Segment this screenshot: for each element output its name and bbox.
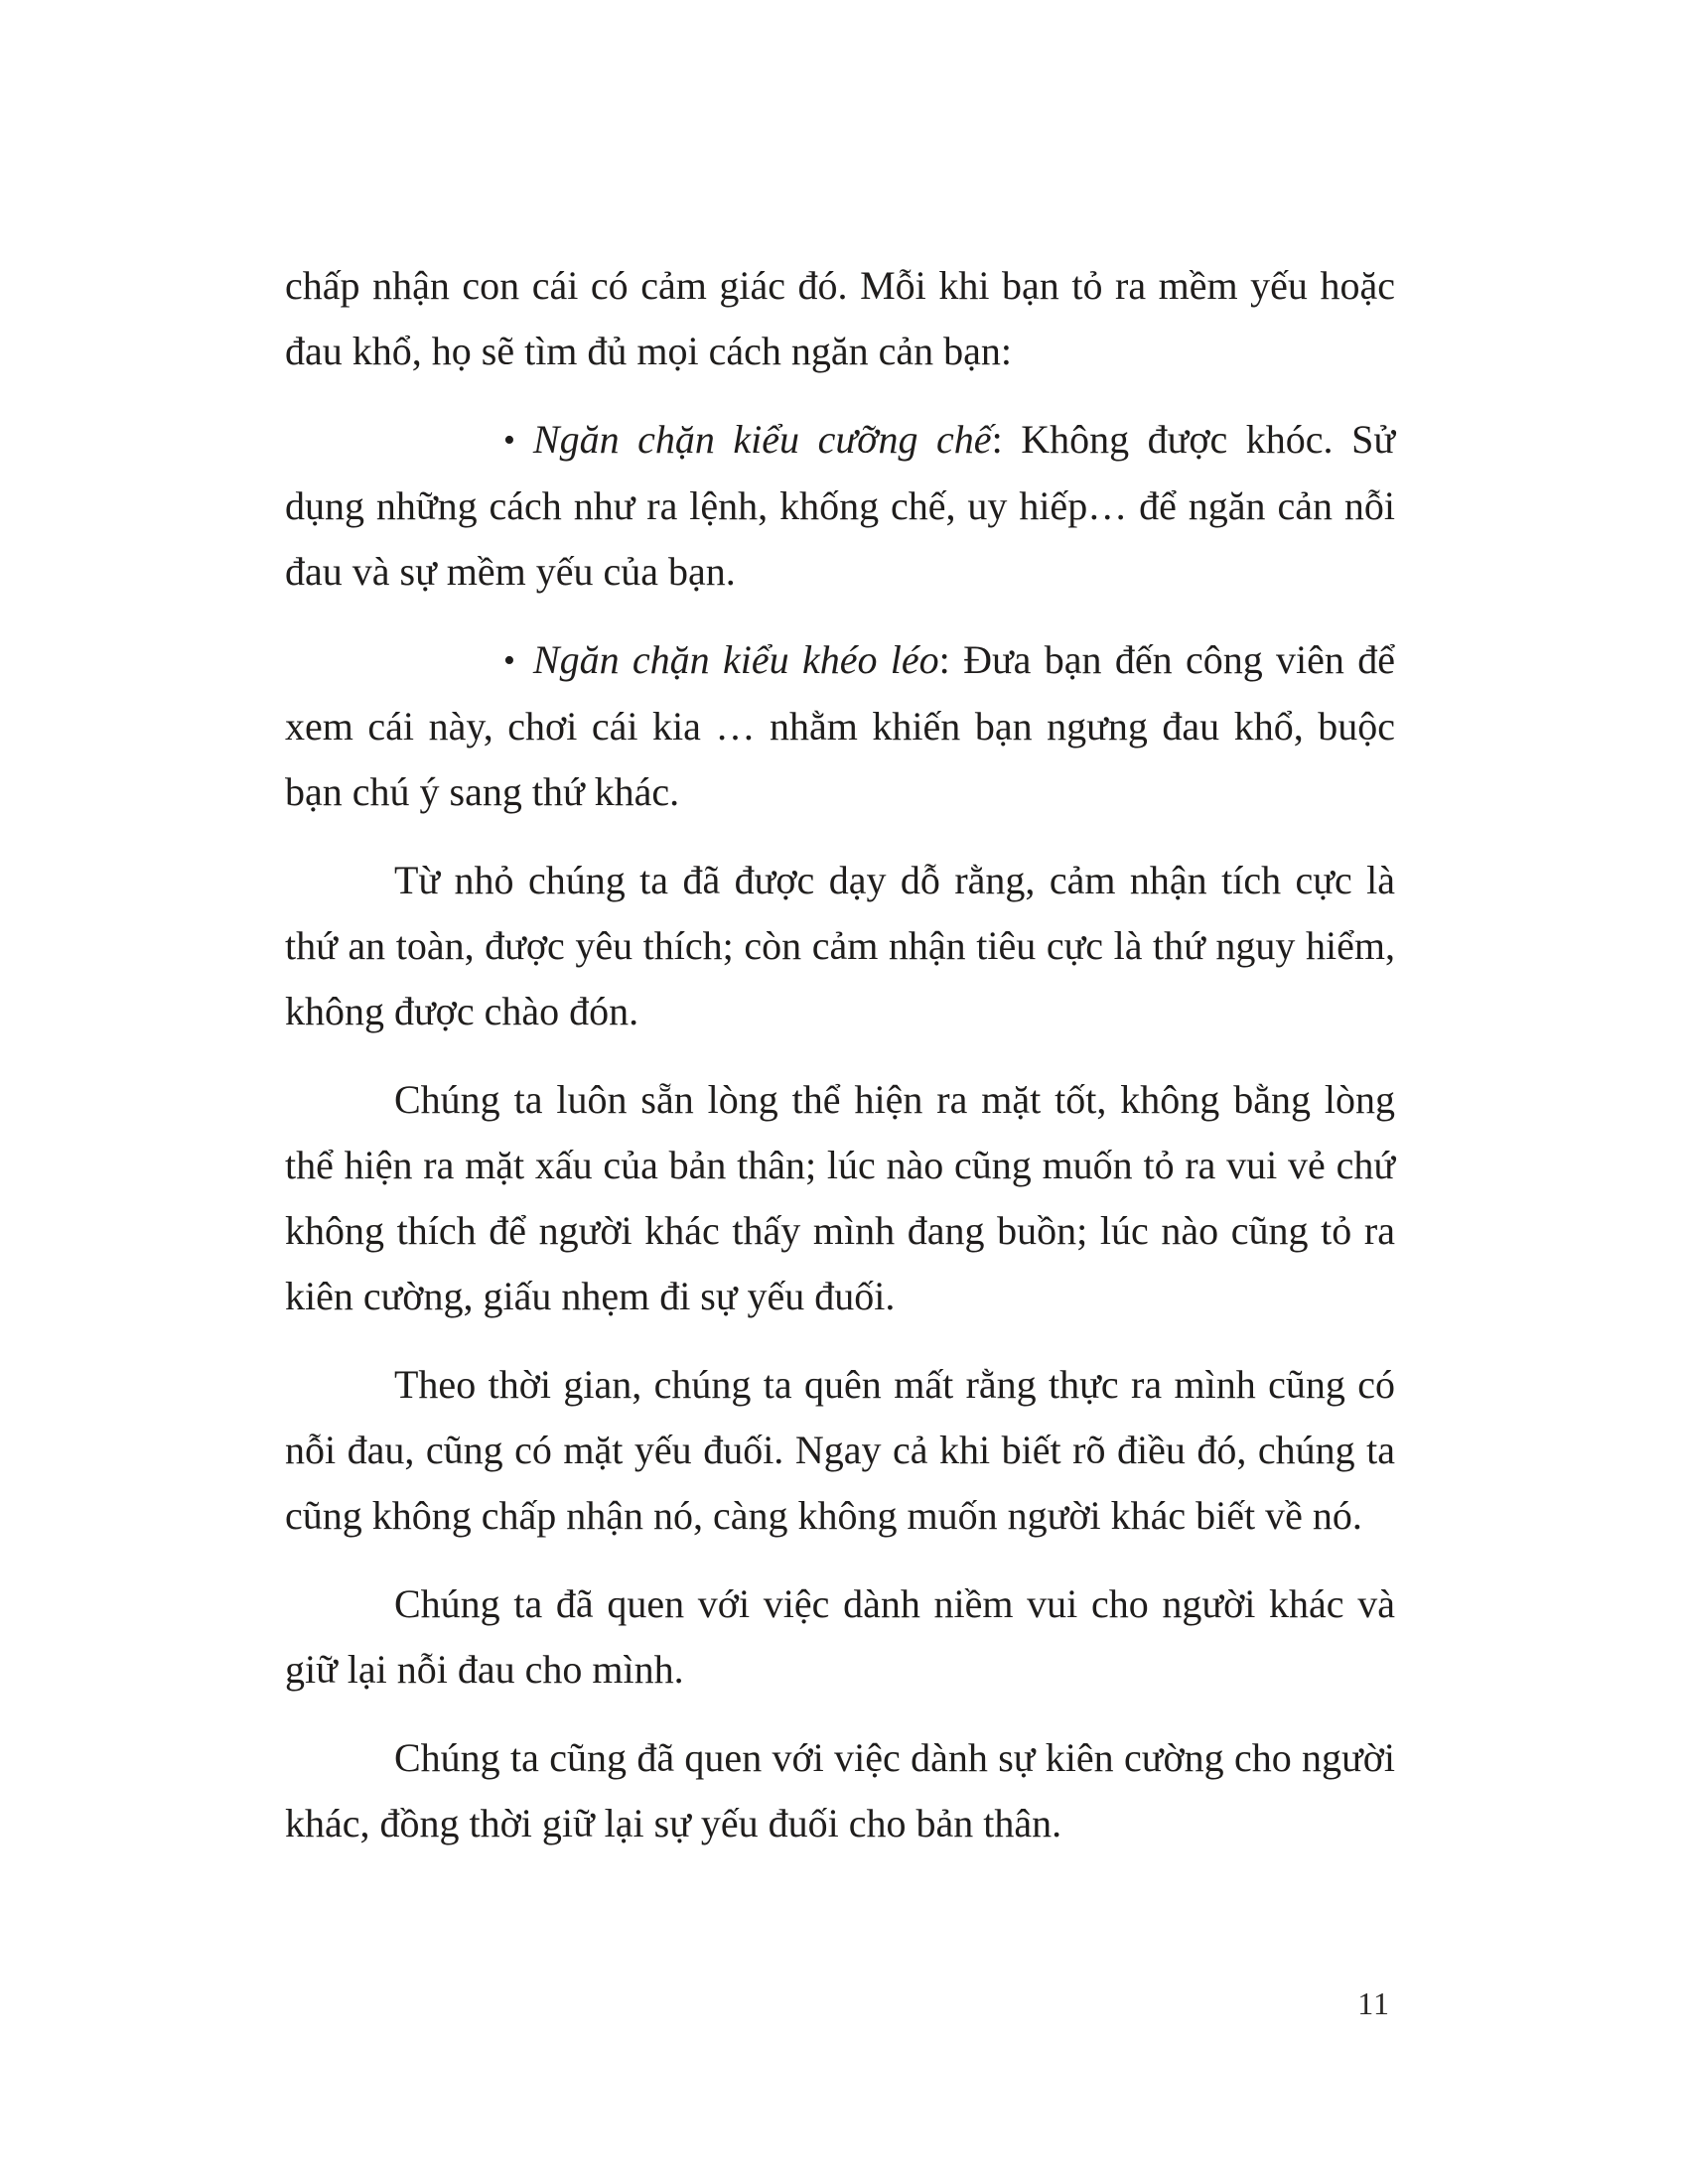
bullet-text: : Không được khóc. Sử dụng những cách như ra lệnh, khống chế, uy hiếp… để ngăn cản nỗi đau và sự mềm yếu của bạn. xyxy=(285,417,1395,594)
paragraph: Theo thời gian, chúng ta quên mất rằng thực ra mình cũng có nỗi đau, cũng có mặt yếu đuối. Ngay cả khi biết rõ điều đó, chúng ta cũng không chấp nhận nó, càng không muốn người khác biết về nó. xyxy=(285,1362,1395,1538)
paragraph-continuation: chấp nhận con cái có cảm giác đó. Mỗi khi bạn tỏ ra mềm yếu hoặc đau khổ, họ sẽ tìm đủ mọi cách ngăn cản bạn: xyxy=(285,263,1395,373)
bullet-icon: • xyxy=(503,642,515,679)
paragraph: Từ nhỏ chúng ta đã được dạy dỗ rằng, cảm nhận tích cực là thứ an toàn, được yêu thích; còn cảm nhận tiêu cực là thứ nguy hiểm, không được chào đón. xyxy=(285,858,1395,1033)
bullet-lead-italic: Ngăn chặn kiểu cưỡng chế xyxy=(532,417,992,462)
bullet-text: : Đưa bạn đến công viên để xem cái này, chơi cái kia … nhằm khiến bạn ngưng đau khổ, buộc bạn chú ý sang thứ khác. xyxy=(285,637,1395,814)
paragraph: Chúng ta luôn sẵn lòng thể hiện ra mặt tốt, không bằng lòng thể hiện ra mặt xấu của bản thân; lúc nào cũng muốn tỏ ra vui vẻ chứ không thích để người khác thấy mình đang buồn; lúc nào cũng tỏ ra kiên cường, giấu nhẹm đi sự yếu đuối. xyxy=(285,1077,1395,1318)
bullet-paragraph-2 xyxy=(285,627,1395,825)
bullet-paragraph-1 xyxy=(285,407,1395,605)
page-number: 11 xyxy=(1357,1985,1390,2021)
text-block xyxy=(285,253,1395,1879)
bullet-icon: • xyxy=(503,422,515,459)
paragraph: Chúng ta cũng đã quen với việc dành sự kiên cường cho người khác, đồng thời giữ lại sự yếu đuối cho bản thân. xyxy=(285,1735,1395,1845)
bullet-lead-italic: Ngăn chặn kiểu khéo léo xyxy=(532,637,939,682)
paragraph: Chúng ta đã quen với việc dành niềm vui cho người khác và giữ lại nỗi đau cho mình. xyxy=(285,1581,1395,1692)
